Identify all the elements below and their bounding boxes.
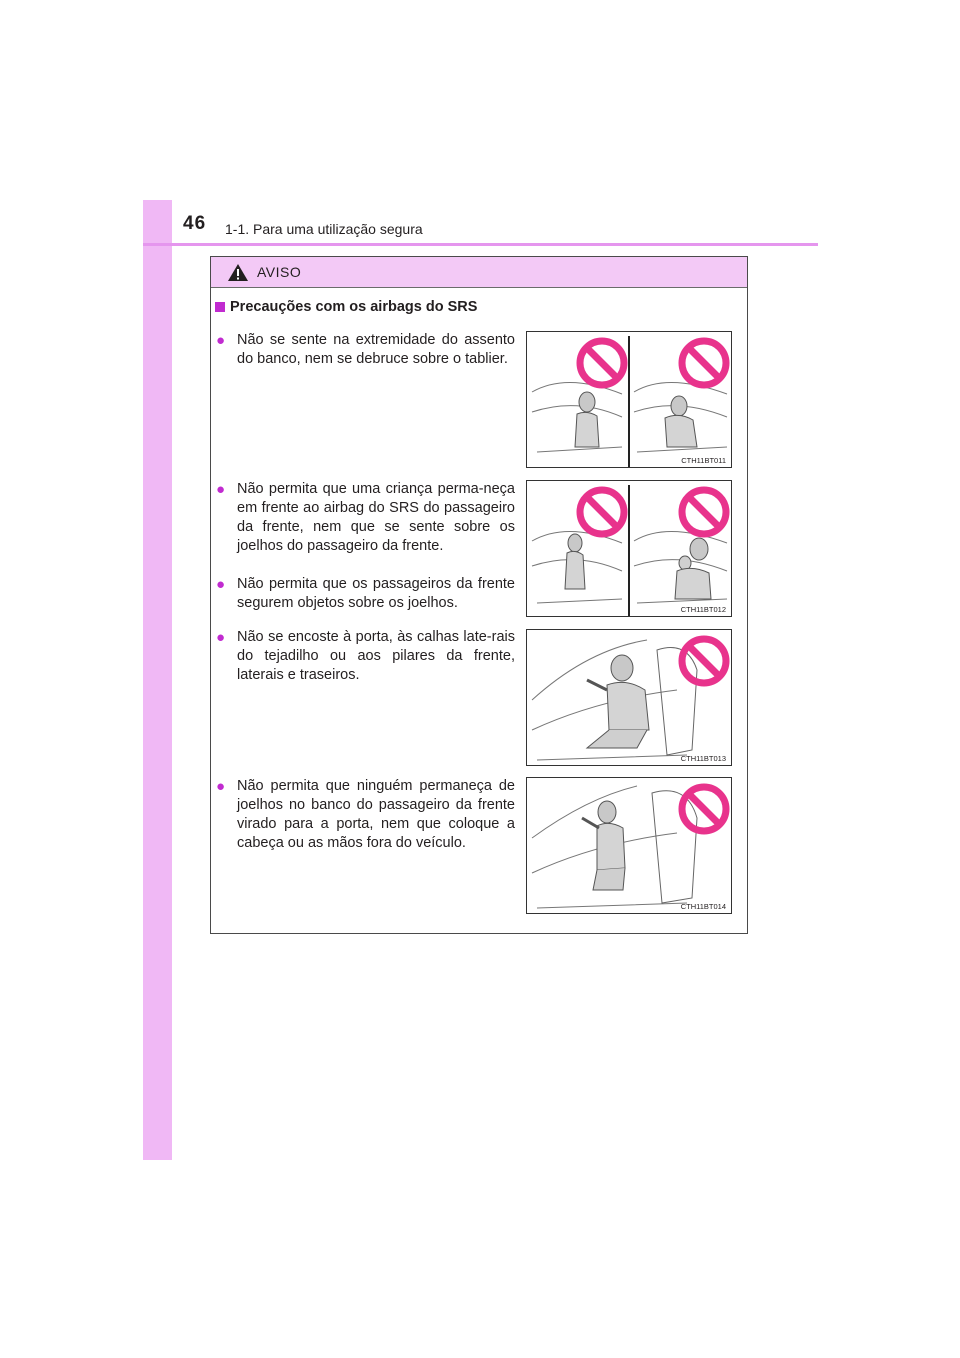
list-item [215, 480, 515, 556]
circle-bullet-icon: ● [216, 778, 226, 795]
list-item-text: Não permita que os passageiros da frente segurem objetos sobre os joelhos. [237, 576, 515, 611]
subheading-text: Precauções com os airbags do SRS [230, 299, 478, 315]
prohibited-icon [677, 782, 731, 836]
circle-bullet-icon: ● [216, 332, 226, 349]
warning-box [210, 256, 748, 934]
figure-code: CTH11BT014 [680, 902, 726, 911]
list-item [215, 628, 515, 685]
circle-bullet-icon: ● [216, 629, 226, 646]
list-item [215, 575, 515, 613]
prohibited-icon [575, 336, 629, 390]
figure-code: CTH11BT013 [680, 754, 726, 763]
section-title: 1-1. Para uma utilização segura [225, 221, 423, 237]
list-item-text: Não se sente na extremidade do assento do banco, nem se debruce sobre o tablier. [237, 332, 515, 367]
list-item [215, 331, 515, 369]
square-bullet-icon [215, 302, 225, 312]
list-item-text: Não permita que ninguém permaneça de joelhos no banco do passageiro da frente virado para a porta, nem que coloque a cabeça ou as mãos fora do veículo. [237, 778, 515, 851]
figure-code: CTH11BT011 [681, 456, 726, 465]
warning-triangle-icon [227, 263, 249, 282]
figure-code: CTH11BT012 [680, 605, 726, 614]
list-item-text: Não se encoste à porta, às calhas late-rais do tejadilho ou aos pilares da frente, laterais e traseiros. [237, 629, 515, 683]
circle-bullet-icon: ● [216, 481, 226, 498]
illustration-seated-too-close [526, 331, 732, 468]
prohibited-icon [677, 485, 731, 539]
illustration-kneeling-facing-door [526, 777, 732, 914]
chapter-tab [143, 200, 172, 1160]
page-number: 46 [183, 213, 207, 234]
warning-header [211, 257, 747, 288]
prohibited-icon [575, 485, 629, 539]
header-divider [143, 243, 818, 246]
prohibited-icon [677, 336, 731, 390]
prohibited-icon [677, 634, 731, 688]
warning-label: AVISO [257, 264, 302, 280]
circle-bullet-icon: ● [216, 576, 226, 593]
illustration-leaning-on-door [526, 629, 732, 766]
illustration-child-in-front-of-airbag [526, 480, 732, 617]
subheading [215, 299, 477, 315]
list-item-text: Não permita que uma criança perma-neça em frente ao airbag do SRS do passageiro da frente, nem que se sente sobre os joelhos do passageiro da frente. [237, 481, 515, 554]
list-item [215, 777, 515, 853]
